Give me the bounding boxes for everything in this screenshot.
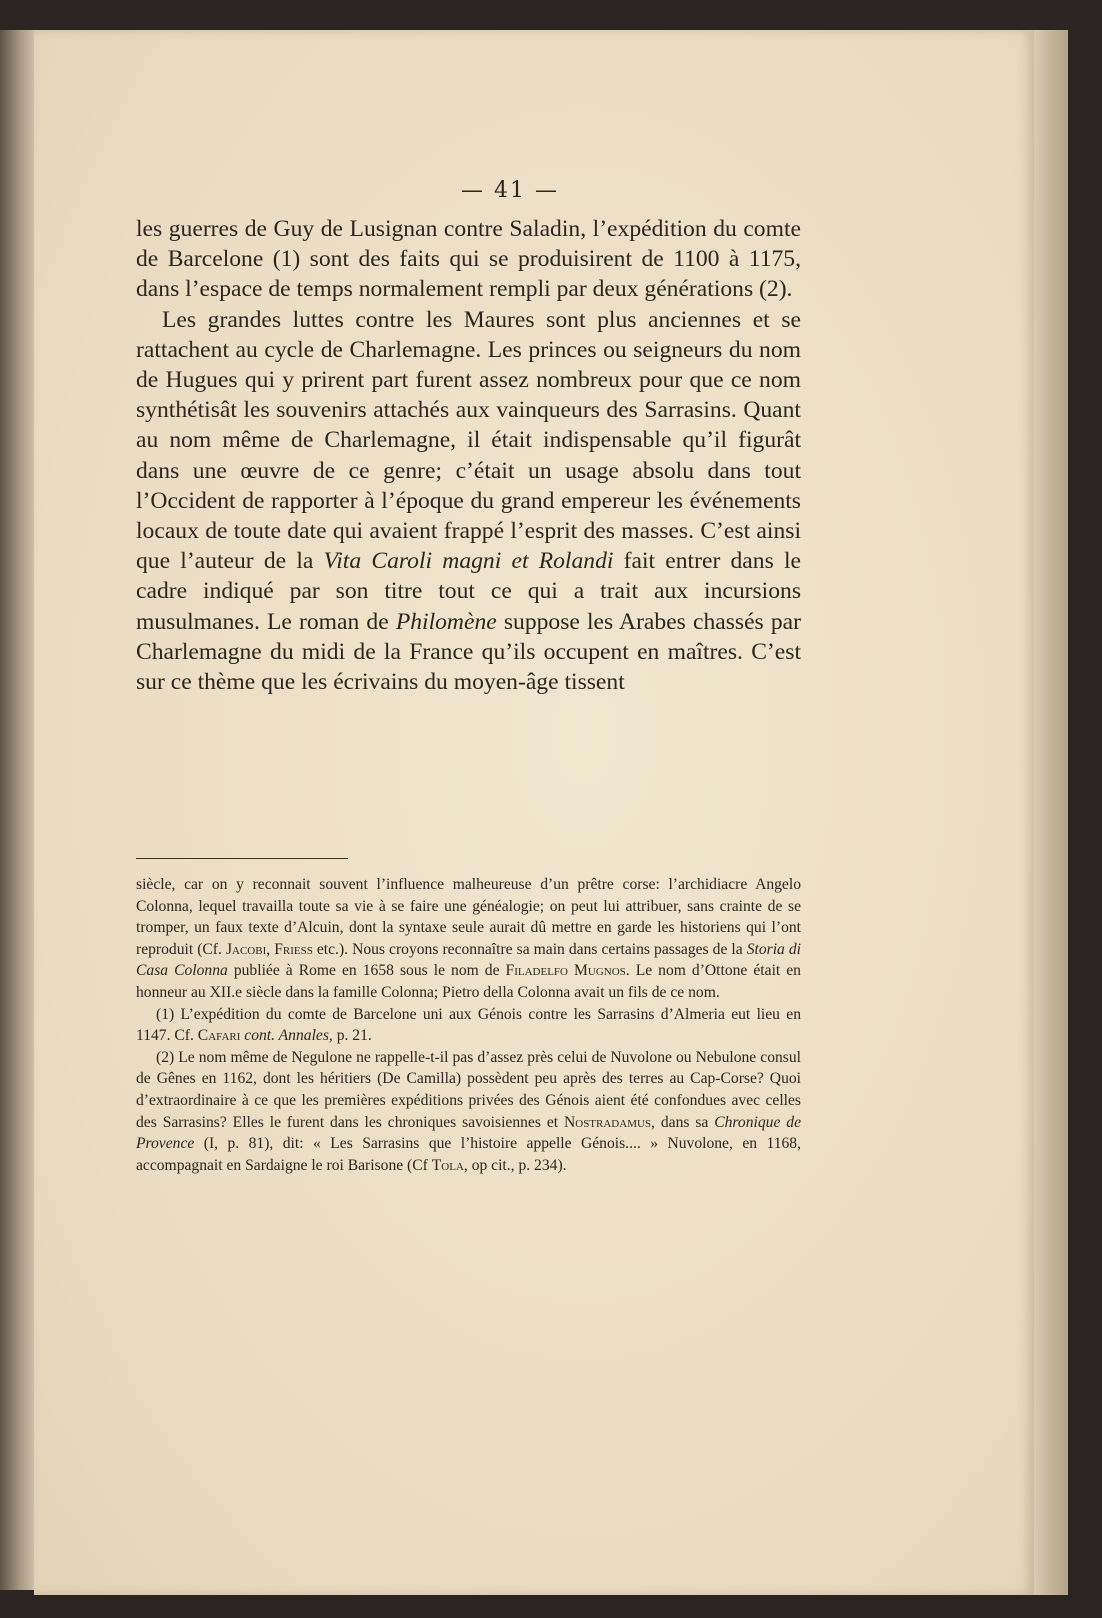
title-philomene: Philomène xyxy=(395,608,497,635)
author-name: Tola xyxy=(431,1156,464,1174)
page-number: — 41 — xyxy=(461,178,559,203)
book-title: Chronique de Provence xyxy=(136,1113,801,1153)
book-left-edge xyxy=(0,30,34,1590)
footnote-2 xyxy=(136,1047,801,1177)
footnote-text: , xyxy=(266,940,275,958)
author-name: Cafari xyxy=(197,1027,241,1045)
author-name: Jacobi xyxy=(225,940,267,958)
title-vita-caroli: Vita Caroli magni et Rolandi xyxy=(323,548,614,575)
author-name: Friess xyxy=(274,940,313,958)
paragraph-2-part-a: Les grandes luttes contre les Maures sont plus anciennes et se rattachent au cycle de Charlemagne. Les princes ou seigneurs du nom de Hugues qui y prirent part furent assez nombreux pour que ce nom synthétisât les souvenirs attachés aux vainqueurs des Sarrasins. Quant au nom même de Charlemagne, il était indispensable qu’il figurât dans une œuvre de ce genre; c’était un usage absolu dans tout l’Occident de rapporter à l’époque du grand empereur les événements locaux de toute date qui avaient frappé l’esprit des masses. C’est ainsi que l’auteur de la xyxy=(136,306,801,575)
footnotes xyxy=(136,874,801,1176)
book-title: Storia di Casa Colonna xyxy=(136,940,801,980)
footnote-text: publiée à Rome en 1658 sous le nom de xyxy=(227,962,506,980)
main-text xyxy=(136,214,801,697)
author-name: Nostradamus xyxy=(563,1113,652,1131)
paragraph-2-part-c: suppose les Arabes chassés par Charlemagne du midi de la France qu’ils occupent en maîtres. C’est sur ce thème que les écrivains du moyen-âge tissent xyxy=(136,608,801,696)
paragraph-2 xyxy=(136,305,801,698)
footnote-text: etc.). Nous croyons reconnaître sa main dans certains passages de la xyxy=(312,940,747,958)
footnote-text: . Le nom d’Ottone était en honneur au XII.e siècle dans la famille Colonna; Pietro della Colonna avait un fils de ce nom. xyxy=(136,962,801,1001)
paragraph-1: les guerres de Guy de Lusignan contre Saladin, l’expédition du comte de Barcelone (1) sont des faits qui se produisirent de 1100 à 1175, dans l’espace de temps normalement rempli par deux générations (2). xyxy=(136,216,801,303)
footnote-text: , op cit., p. 234). xyxy=(463,1156,567,1174)
footnote-text: , dans sa xyxy=(651,1113,715,1131)
footnote-text: (2) Le nom même de Negulone ne rappelle-t-il pas d’assez près celui de Nuvolone ou Nebulone consul de Gênes en 1162, dont les héritiers (De Camilla) possèdent peu après des terres au Cap-Corse? Quoi d’extraordinaire à ce que les premières expéditions privées des Génois aient été confondues avec celles des Sarrasins? Elles le furent dans les chroniques savoisiennes et xyxy=(136,1048,801,1131)
footnote-continuation xyxy=(136,874,801,1004)
book-title: cont. Annales xyxy=(244,1027,329,1045)
footnote-text: siècle, car on y reconnait souvent l’influence malheureuse d’un prêtre corse: l’archidiacre Angelo Colonna, lequel travailla toute sa vie à se faire une généalogie; on peut lui attribuer, sans crainte de se tromper, un faux texte d’Alcuin, dont la syntaxe seule aurait dû mettre en garde les historiens qui l’ont reproduit (Cf. xyxy=(136,876,801,958)
footnote-1 xyxy=(136,1004,801,1047)
book-right-edge xyxy=(1034,30,1068,1595)
footnote-text: , p. 21. xyxy=(328,1027,372,1045)
author-name: Filadelfo Mugnos xyxy=(505,962,626,980)
paragraph-2-part-b: fait entrer dans le cadre indiqué par son titre tout ce qui a trait aux incursions musulmanes. Le roman de xyxy=(136,548,801,635)
footnote-rule xyxy=(136,858,348,859)
footnote-text: (I, p. 81), dit: « Les Sarrasins que l’histoire appelle Génois.... » Nuvolone, en 1168, accompagnait en Sardaigne le roi Barisone (Cf xyxy=(136,1135,801,1174)
footnote-text: (1) L’expédition du comte de Barcelone uni aux Génois contre les Sarrasins d’Almeria eut lieu en 1147. Cf. xyxy=(136,1005,801,1045)
